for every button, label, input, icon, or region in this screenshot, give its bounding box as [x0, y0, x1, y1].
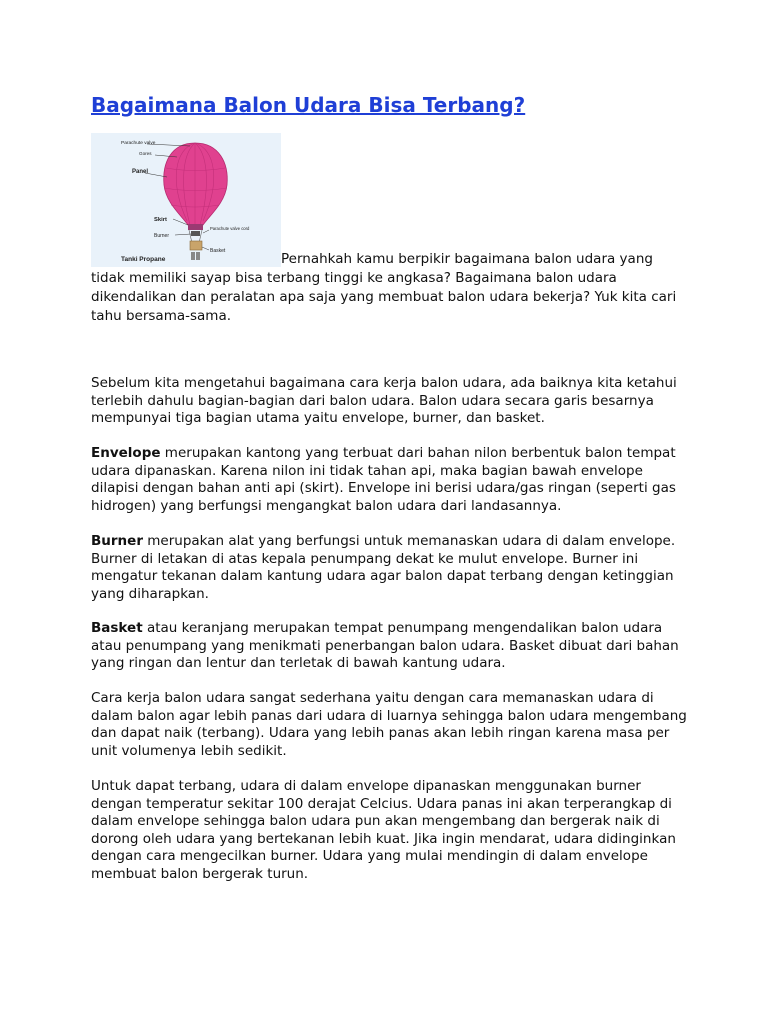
- paragraph-line: terlebih dahulu bagian-bagian dari balon udara. Balon udara secara garis besarnya: [91, 392, 654, 409]
- paragraph-line: hidrogen) yang berfungsi mengangkat balon udara dari landasannya.: [91, 497, 562, 514]
- label-panel: Panel: [132, 169, 149, 175]
- paragraph-line: Cara kerja balon udara sangat sederhana yaitu dengan cara memanaskan udara di: [91, 690, 654, 706]
- term-envelope: Envelope: [91, 445, 161, 461]
- label-burner: Burner: [154, 233, 170, 239]
- label-skirt: Skirt: [154, 217, 167, 223]
- term-basket: Basket: [91, 620, 143, 636]
- paragraph-line: dilapisi dengan bahan anti api (skirt). Envelope ini berisi udara/gas ringan (seperti gas: [91, 480, 676, 496]
- label-basket: Basket: [210, 248, 226, 254]
- balloon-basket: [190, 241, 202, 250]
- paragraph-line: yang ringan dan lentur dan terletak di bawah kantung udara.: [91, 655, 506, 671]
- balloon-skirt: [188, 224, 203, 230]
- paragraph-line: [91, 445, 691, 463]
- intro-line: tahu bersama-sama.: [91, 308, 232, 324]
- paragraph-line: mempunyai tiga bagian utama yaitu envelope, burner, dan basket.: [91, 410, 545, 426]
- paragraph-line: yang diharapkan.: [91, 585, 209, 602]
- paragraph-envelope: [91, 445, 691, 515]
- paragraph-text: merupakan alat yang berfungsi untuk memanaskan udara di dalam envelope.: [142, 533, 676, 549]
- paragraph-flying: [91, 778, 691, 883]
- paragraph-line: udara dipanaskan. Karena nilon ini tidak tahan api, maka bagian bawah envelope: [91, 462, 643, 479]
- paragraph-line: [91, 533, 691, 551]
- paragraph-line: dan dapat naik (terbang). Udara yang lebih panas akan lebih ringan karena masa per: [91, 725, 670, 741]
- paragraph-burner: [91, 533, 691, 603]
- intro-line: tidak memiliki sayap bisa terbang tinggi ke angkasa? Bagaimana balon udara: [91, 270, 617, 286]
- paragraph-line: [91, 620, 691, 638]
- paragraph-line: dorong oleh udara yang bertekanan lebih kuat. Jika ingin mendarat, udara didinginkan: [91, 830, 676, 847]
- term-burner: Burner: [91, 533, 143, 549]
- paragraph-text: merupakan kantong yang terbuat dari bahan nilon berbentuk balon tempat: [160, 445, 676, 461]
- paragraph-line: dengan cara mengecilkan burner. Udara yang mulai mendingin di dalam envelope: [91, 848, 648, 864]
- page-title[interactable]: Bagaimana Balon Udara Bisa Terbang?: [91, 93, 526, 117]
- label-parachute-valve: Parachute valve: [121, 141, 156, 146]
- label-tanki-propane: Tanki Propane: [121, 256, 166, 263]
- paragraph-line: mengatur tekanan dalam kantung udara agar balon dapat terbang dengan ketinggian: [91, 568, 674, 584]
- paragraph-line: dengan temperatur sekitar 100 derajat Celcius. Udara panas ini akan terperangkap di: [91, 795, 672, 812]
- label-gores: Gores: [139, 151, 152, 156]
- paragraph-line: Sebelum kita mengetahui bagaimana cara kerja balon udara, ada baiknya kita ketahui: [91, 375, 677, 391]
- balloon-diagram-svg: [91, 133, 281, 267]
- paragraph-line: dalam balon agar lebih panas dari udara di luarnya sehingga balon udara mengembang: [91, 707, 687, 724]
- paragraph-line: unit volumenya lebih sedikit.: [91, 742, 287, 759]
- paragraph-line: membuat balon bergerak turun.: [91, 865, 309, 882]
- paragraph-line: Untuk dapat terbang, udara di dalam envelope dipanaskan menggunakan burner: [91, 778, 641, 794]
- paragraph-line: dalam envelope sehingga balon udara pun akan mengembang dan bergerak naik di: [91, 813, 660, 829]
- hot-air-balloon-diagram: [91, 133, 281, 267]
- intro-line: dikendalikan dan peralatan apa saja yang membuat balon udara bekerja? Yuk kita cari: [91, 289, 677, 305]
- paragraph-basket: [91, 620, 691, 673]
- paragraph-text: atau keranjang merupakan tempat penumpang mengendalikan balon udara: [142, 620, 663, 636]
- intro-paragraph: [91, 269, 691, 326]
- paragraph-line: atau penumpang yang menikmati penerbangan balon udara. Basket dibuat dari bahan: [91, 637, 679, 654]
- label-parachute-valve-cord: Parachute valve cord: [210, 226, 250, 231]
- propane-tank: [191, 252, 195, 260]
- propane-tank: [196, 252, 200, 260]
- intro-line-1: Pernahkah kamu berpikir bagaimana balon udara yang: [281, 251, 653, 267]
- paragraph-line: Burner di letakan di atas kepala penumpang dekat ke mulut envelope. Burner ini: [91, 550, 639, 567]
- paragraph-parts: [91, 375, 691, 428]
- balloon-burner: [191, 231, 200, 236]
- paragraph-how-it-works: [91, 690, 691, 760]
